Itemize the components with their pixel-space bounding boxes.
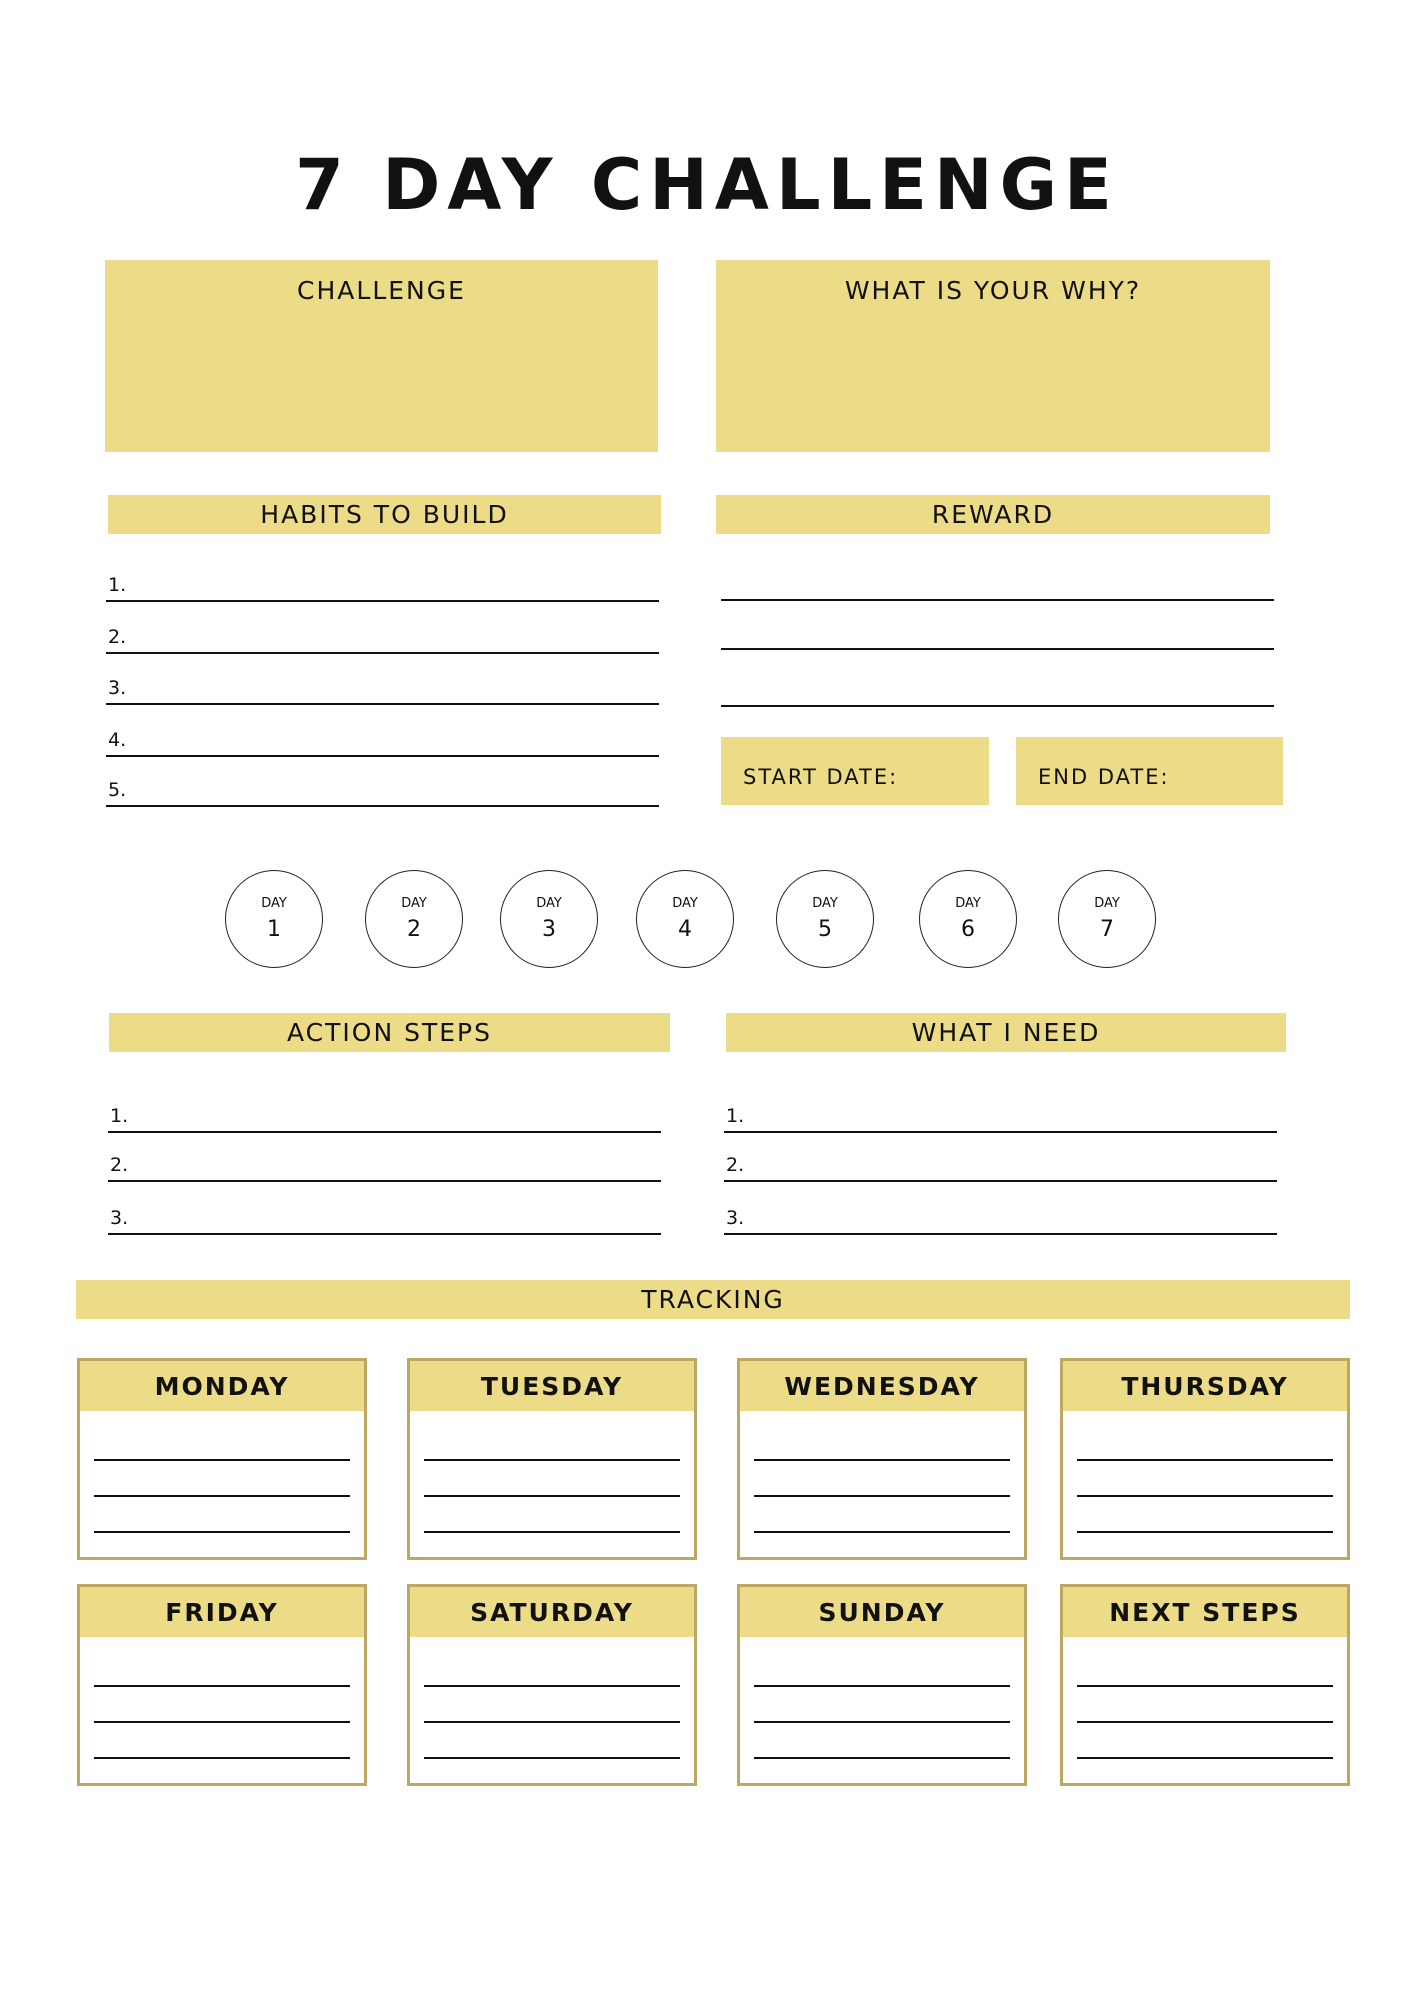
day-number: 3 (542, 917, 556, 942)
need-item[interactable] (724, 1150, 1277, 1180)
need-number: 3. (726, 1207, 745, 1229)
day-label: DAY (536, 896, 562, 911)
card-line (754, 1495, 1010, 1497)
habit-line (106, 755, 659, 757)
card-next-steps[interactable] (1060, 1584, 1350, 1786)
card-friday[interactable] (77, 1584, 367, 1786)
day-number: 1 (267, 917, 281, 942)
habit-item[interactable] (106, 570, 659, 600)
action-step-item[interactable] (108, 1203, 661, 1233)
reward-line[interactable] (721, 648, 1274, 650)
card-line (754, 1757, 1010, 1759)
habit-line (106, 652, 659, 654)
need-number: 2. (726, 1154, 745, 1176)
card-line (1077, 1459, 1333, 1461)
habit-number: 2. (108, 626, 127, 648)
card-line (754, 1721, 1010, 1723)
day-circle[interactable] (225, 870, 323, 968)
card-line (1077, 1531, 1333, 1533)
action-step-item[interactable] (108, 1150, 661, 1180)
action-step-number: 3. (110, 1207, 129, 1229)
day-label: DAY (672, 896, 698, 911)
action-step-line (108, 1180, 661, 1182)
day-circle[interactable] (636, 870, 734, 968)
card-line (424, 1531, 680, 1533)
card-line (424, 1459, 680, 1461)
action-step-line (108, 1131, 661, 1133)
card-line (94, 1757, 350, 1759)
action-step-line (108, 1233, 661, 1235)
card-line (1077, 1685, 1333, 1687)
action-step-number: 1. (110, 1105, 129, 1127)
card-line (424, 1685, 680, 1687)
day-label: DAY (812, 896, 838, 911)
card-title: NEXT STEPS (1063, 1587, 1347, 1637)
card-line (94, 1495, 350, 1497)
card-thursday[interactable] (1060, 1358, 1350, 1560)
card-line (424, 1721, 680, 1723)
card-saturday[interactable] (407, 1584, 697, 1786)
day-label: DAY (1094, 896, 1120, 911)
day-number: 5 (818, 917, 832, 942)
challenge-label: CHALLENGE (297, 276, 466, 305)
reward-line[interactable] (721, 599, 1274, 601)
end-date-field[interactable] (1016, 737, 1283, 805)
card-wednesday[interactable] (737, 1358, 1027, 1560)
day-circle[interactable] (776, 870, 874, 968)
habit-item[interactable] (106, 775, 659, 805)
day-circle[interactable] (500, 870, 598, 968)
habit-item[interactable] (106, 673, 659, 703)
day-circle[interactable] (365, 870, 463, 968)
day-circle[interactable] (919, 870, 1017, 968)
card-title: TUESDAY (410, 1361, 694, 1411)
need-line (724, 1180, 1277, 1182)
card-title: WEDNESDAY (740, 1361, 1024, 1411)
card-title: MONDAY (80, 1361, 364, 1411)
habit-line (106, 805, 659, 807)
need-item[interactable] (724, 1101, 1277, 1131)
card-line (424, 1495, 680, 1497)
action-step-item[interactable] (108, 1101, 661, 1131)
need-item[interactable] (724, 1203, 1277, 1233)
page-title: 7 DAY CHALLENGE (295, 144, 1119, 226)
tracking-header: TRACKING (76, 1280, 1350, 1319)
start-date-field[interactable] (721, 737, 989, 805)
day-number: 4 (678, 917, 692, 942)
need-number: 1. (726, 1105, 745, 1127)
habit-item[interactable] (106, 622, 659, 652)
card-title: FRIDAY (80, 1587, 364, 1637)
card-line (1077, 1495, 1333, 1497)
card-monday[interactable] (77, 1358, 367, 1560)
habit-number: 1. (108, 574, 127, 596)
day-number: 2 (407, 917, 421, 942)
card-title: THURSDAY (1063, 1361, 1347, 1411)
reward-line[interactable] (721, 705, 1274, 707)
card-line (754, 1459, 1010, 1461)
why-label: WHAT IS YOUR WHY? (844, 276, 1142, 305)
card-line (94, 1531, 350, 1533)
day-number: 7 (1100, 917, 1114, 942)
habit-number: 3. (108, 677, 127, 699)
card-title: SATURDAY (410, 1587, 694, 1637)
habit-line (106, 703, 659, 705)
card-line (754, 1531, 1010, 1533)
day-label: DAY (955, 896, 981, 911)
need-line (724, 1233, 1277, 1235)
card-sunday[interactable] (737, 1584, 1027, 1786)
reward-header: REWARD (716, 495, 1270, 534)
habit-number: 5. (108, 779, 127, 801)
habits-header: HABITS TO BUILD (108, 495, 661, 534)
card-line (1077, 1757, 1333, 1759)
habit-line (106, 600, 659, 602)
card-line (94, 1721, 350, 1723)
end-date-label: END DATE: (1038, 765, 1170, 789)
day-circle[interactable] (1058, 870, 1156, 968)
need-line (724, 1131, 1277, 1133)
day-label: DAY (401, 896, 427, 911)
action-steps-header: ACTION STEPS (109, 1013, 670, 1052)
card-line (754, 1685, 1010, 1687)
habit-item[interactable] (106, 725, 659, 755)
habit-number: 4. (108, 729, 127, 751)
day-label: DAY (261, 896, 287, 911)
day-number: 6 (961, 917, 975, 942)
start-date-label: START DATE: (743, 765, 899, 789)
what-i-need-header: WHAT I NEED (726, 1013, 1286, 1052)
card-title: SUNDAY (740, 1587, 1024, 1637)
challenge-box[interactable] (105, 260, 658, 452)
card-line (424, 1757, 680, 1759)
card-line (94, 1459, 350, 1461)
card-line (94, 1685, 350, 1687)
card-line (1077, 1721, 1333, 1723)
card-tuesday[interactable] (407, 1358, 697, 1560)
action-step-number: 2. (110, 1154, 129, 1176)
why-box[interactable] (716, 260, 1270, 452)
